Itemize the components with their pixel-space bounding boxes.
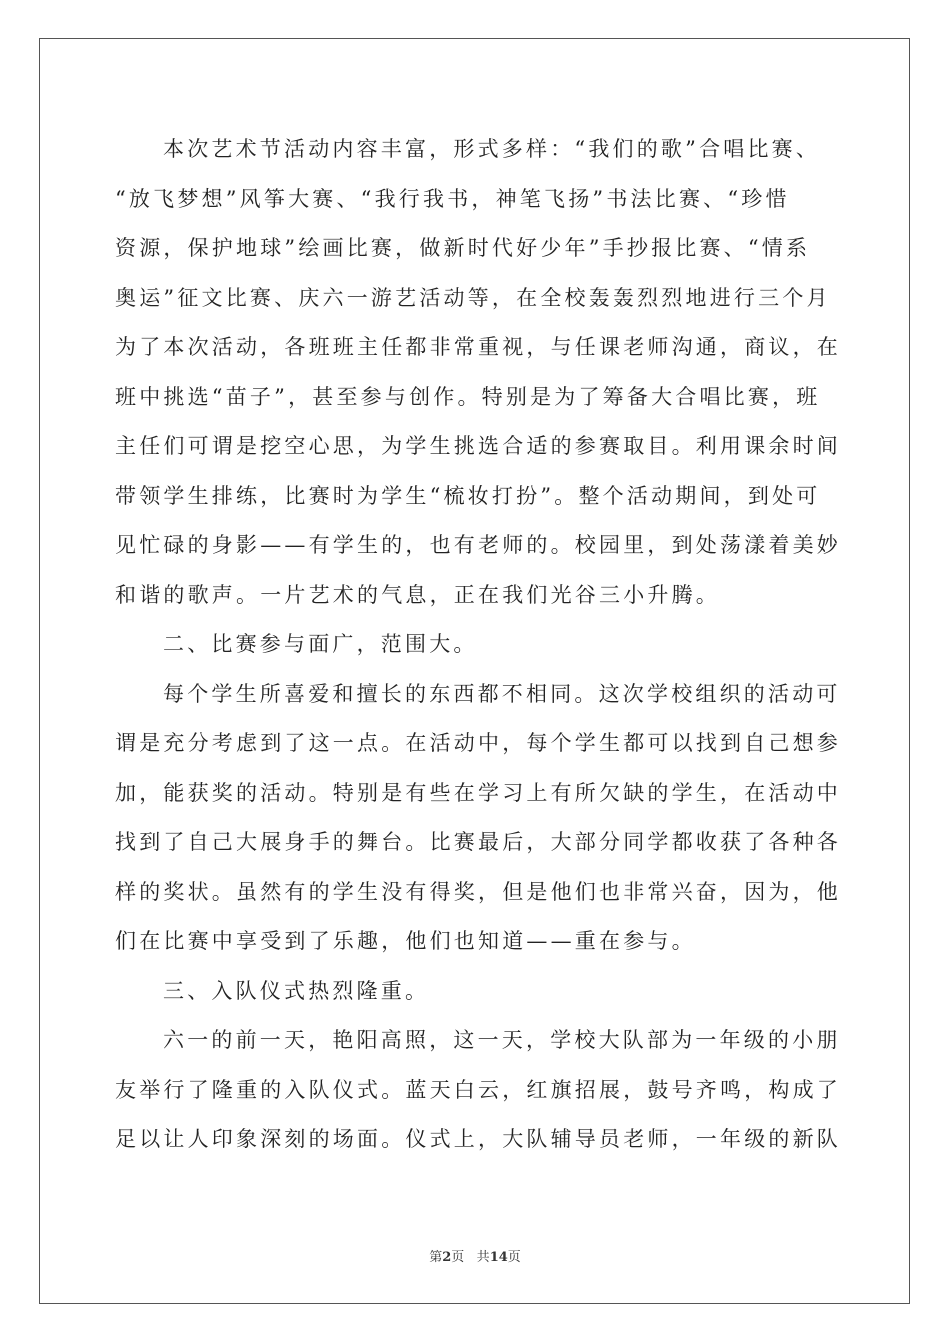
text-line: 们在比赛中享受到了乐趣，他们也知道——重在参与。 — [115, 929, 696, 953]
text-line: 本次艺术节活动内容丰富，形式多样：“我们的歌”合唱比赛、 — [163, 137, 821, 161]
footer-page-current: 2 — [442, 1250, 452, 1265]
text-line: 友举行了隆重的入队仪式。蓝天白云，红旗招展，鼓号齐鸣，构成了 — [115, 1077, 841, 1102]
text-line: 见忙碌的身影——有学生的，也有老师的。校园里，到处荡漾着美妙 — [115, 533, 841, 557]
text-line: 三、入队仪式热烈隆重。 — [163, 978, 430, 1003]
text-line: 带领学生排练，比赛时为学生“梳妆打扮”。整个活动期间，到处可 — [115, 483, 821, 508]
text-line: 六一的前一天，艳阳高照，这一天，学校大队部为一年级的小朋 — [163, 1028, 841, 1052]
text-line: 班中挑选“苗子”，甚至参与创作。特别是为了筹备大合唱比赛，班 — [115, 384, 821, 409]
page-footer — [0, 1246, 950, 1265]
footer-total-unit: 页 — [507, 1250, 521, 1265]
text-line: 加，能获奖的活动。特别是有些在学习上有所欠缺的学生，在活动中 — [115, 780, 841, 805]
text-line: 每个学生所喜爱和擅长的东西都不相同。这次学校组织的活动可 — [163, 681, 841, 706]
footer-total-prefix: 共 — [476, 1250, 490, 1265]
text-line: 奥运”征文比赛、庆六一游艺活动等，在全校轰轰烈烈地进行三个月 — [115, 285, 831, 310]
footer-page-prefix: 第 — [429, 1250, 443, 1265]
text-line: 和谐的歌声。一片艺术的气息，正在我们光谷三小升腾。 — [115, 582, 720, 607]
text-line: 二、比赛参与面广，范围大。 — [163, 632, 478, 656]
text-line: 主任们可谓是挖空心思，为学生挑选合适的参赛取目。利用课余时间 — [115, 434, 841, 458]
text-line: “放飞梦想”风筝大赛、“我行我书，神笔飞扬”书法比赛、“珍惜 — [115, 186, 790, 211]
footer-page-unit: 页 — [451, 1250, 465, 1265]
text-line: 足以让人印象深刻的场面。仪式上，大队辅导员老师，一年级的新队 — [115, 1127, 841, 1151]
footer-page-total: 14 — [489, 1250, 508, 1265]
text-line: 找到了自己大展身手的舞台。比赛最后，大部分同学都收获了各种各 — [115, 830, 841, 854]
text-line: 资源，保护地球”绘画比赛，做新时代好少年”手抄报比赛、“情系 — [115, 236, 811, 260]
document-body — [115, 125, 841, 1165]
text-line: 谓是充分考虑到了这一点。在活动中，每个学生都可以找到自己想参 — [115, 731, 841, 755]
text-line: 样的奖状。虽然有的学生没有得奖，但是他们也非常兴奋，因为，他 — [115, 879, 841, 904]
text-line: 为了本次活动，各班班主任都非常重视，与任课老师沟通，商议，在 — [115, 335, 841, 359]
